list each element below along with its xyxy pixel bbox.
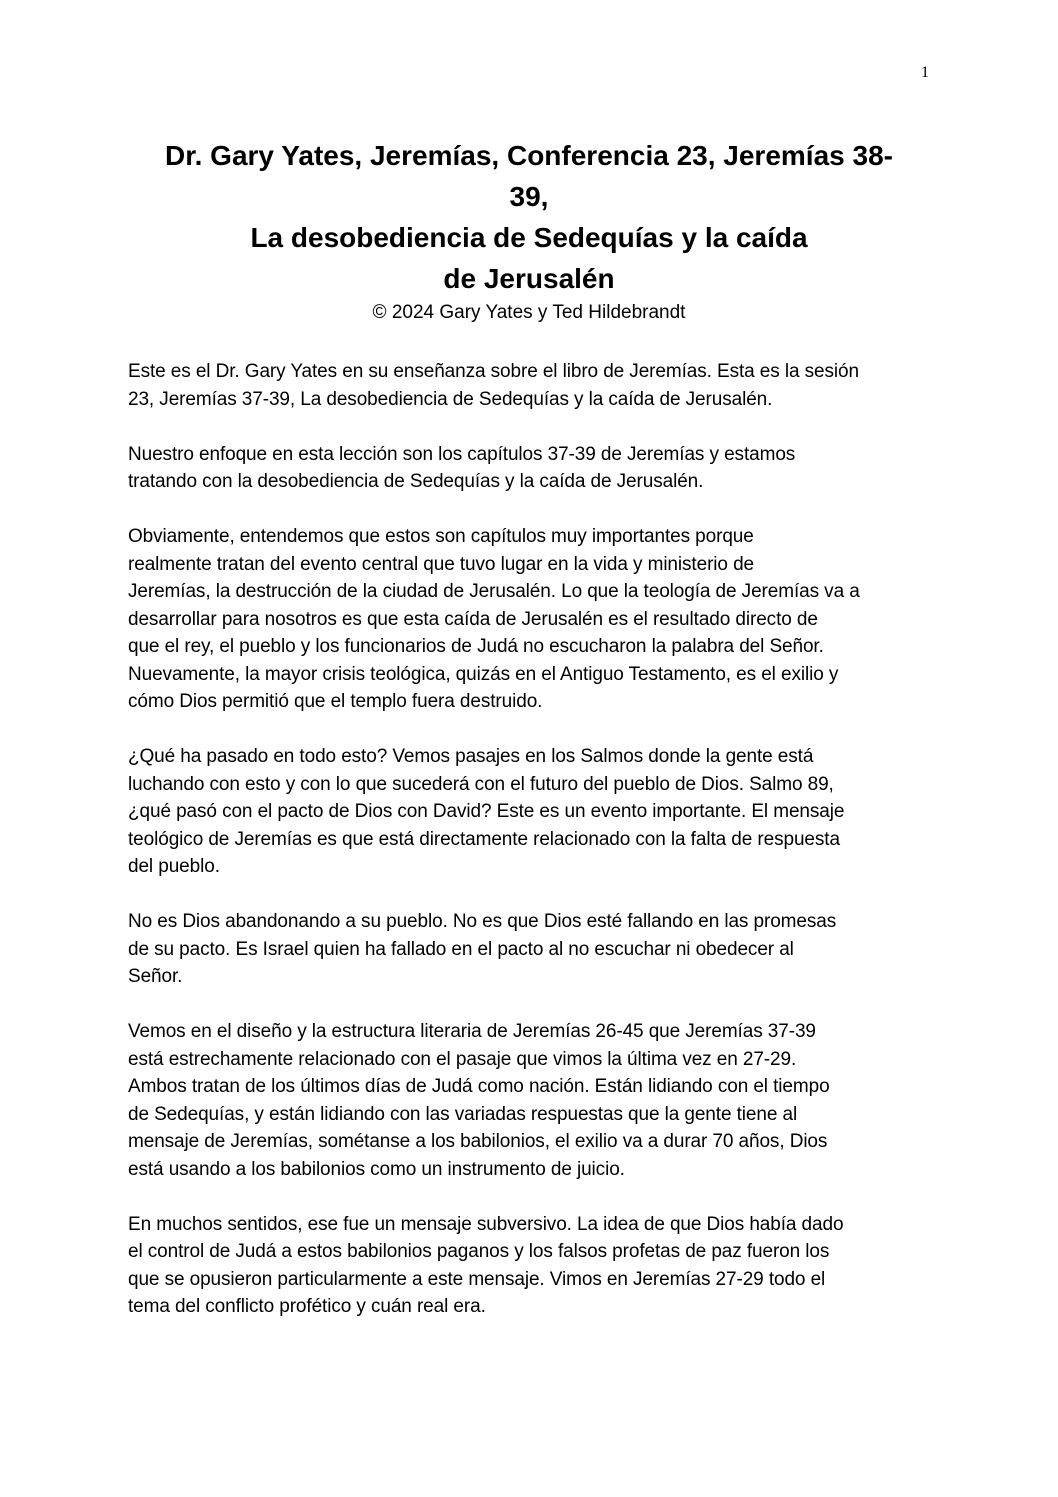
text-line: ¿qué pasó con el pacto de Dios con David? Este es un evento importante. El mensaje	[128, 801, 845, 822]
text-line: Ambos tratan de los últimos días de Judá como nación. Están lidiando con el tiempo	[128, 1076, 830, 1097]
document-title	[128, 135, 930, 327]
text-line: Obviamente, entendemos que estos son capítulos muy importantes porque	[128, 526, 754, 547]
text-line: Señor.	[128, 966, 183, 987]
text-line: tema del conflicto profético y cuán real era.	[128, 1296, 486, 1317]
paragraph	[128, 1211, 930, 1321]
text-line: del pueblo.	[128, 856, 220, 877]
text-line: ¿Qué ha pasado en todo esto? Vemos pasajes en los Salmos donde la gente está	[128, 746, 814, 767]
text-line: de Sedequías, y están lidiando con las variadas respuestas que la gente tiene al	[128, 1103, 798, 1125]
text-line: de su pacto. Es Israel quien ha fallado en el pacto al no escuchar ni obedecer al	[128, 938, 794, 960]
paragraph	[128, 441, 930, 496]
text-line: desarrollar para nosotros es que esta caída de Jerusalén es el resultado directo de	[128, 608, 818, 630]
copyright-notice: © 2024 Gary Yates y Ted Hildebrandt	[372, 302, 686, 323]
text-line: En muchos sentidos, ese fue un mensaje subversivo. La idea de que Dios había dado	[128, 1213, 844, 1235]
paragraph	[128, 743, 930, 881]
text-line: está usando a los babilonios como un instrumento de juicio.	[128, 1158, 625, 1180]
text-line: Este es el Dr. Gary Yates en su enseñanza sobre el libro de Jeremías. Esta es la sesión	[128, 361, 859, 382]
paragraph	[128, 908, 930, 991]
text-line: teológico de Jeremías es que está directamente relacionado con la falta de respuesta	[128, 828, 840, 850]
document-body	[128, 358, 930, 1348]
text-line: realmente tratan del evento central que tuvo lugar en la vida y ministerio de	[128, 553, 754, 575]
text-line: Nuevamente, la mayor crisis teológica, quizás en el Antiguo Testamento, es el exilio y	[128, 663, 839, 685]
text-line: Vemos en el diseño y la estructura literaria de Jeremías 26-45 que Jeremías 37-39	[128, 1021, 816, 1042]
text-line: No es Dios abandonando a su pueblo. No es que Dios esté fallando en las promesas	[128, 911, 837, 932]
text-line: el control de Judá a estos babilonios paganos y los falsos profetas de paz fueron los	[128, 1241, 830, 1262]
text-line: tratando con la desobediencia de Sedequías y la caída de Jerusalén.	[128, 471, 704, 492]
text-line: mensaje de Jeremías, sométanse a los babilonios, el exilio va a durar 70 años, Dios	[128, 1131, 828, 1152]
text-line: luchando con esto y con lo que sucederá con el futuro del pueblo de Dios. Salmo 89,	[128, 773, 834, 795]
title-line: Dr. Gary Yates, Jeremías, Conferencia 23, Jeremías 38-	[165, 140, 893, 171]
paragraph	[128, 1018, 930, 1183]
paragraph	[128, 358, 930, 413]
title-line: 39,	[509, 181, 549, 212]
title-line: La desobediencia de Sedequías y la caída	[250, 222, 808, 253]
text-line: Nuestro enfoque en esta lección son los capítulos 37-39 de Jeremías y estamos	[128, 443, 796, 465]
text-line: 23, Jeremías 37-39, La desobediencia de Sedequías y la caída de Jerusalén.	[128, 388, 773, 410]
text-line: que se opusieron particularmente a este mensaje. Vimos en Jeremías 27-29 todo el	[128, 1268, 826, 1290]
page-number: 1	[921, 64, 929, 81]
title-line: de Jerusalén	[443, 263, 615, 294]
paragraph	[128, 523, 930, 716]
text-line: que el rey, el pueblo y los funcionarios de Judá no escucharon la palabra del Señor.	[128, 636, 824, 657]
text-line: Jeremías, la destrucción de la ciudad de Jerusalén. Lo que la teología de Jeremías va a	[128, 581, 860, 602]
text-line: cómo Dios permitió que el templo fuera destruido.	[128, 691, 543, 712]
text-line: está estrechamente relacionado con el pasaje que vimos la última vez en 27-29.	[128, 1048, 797, 1070]
